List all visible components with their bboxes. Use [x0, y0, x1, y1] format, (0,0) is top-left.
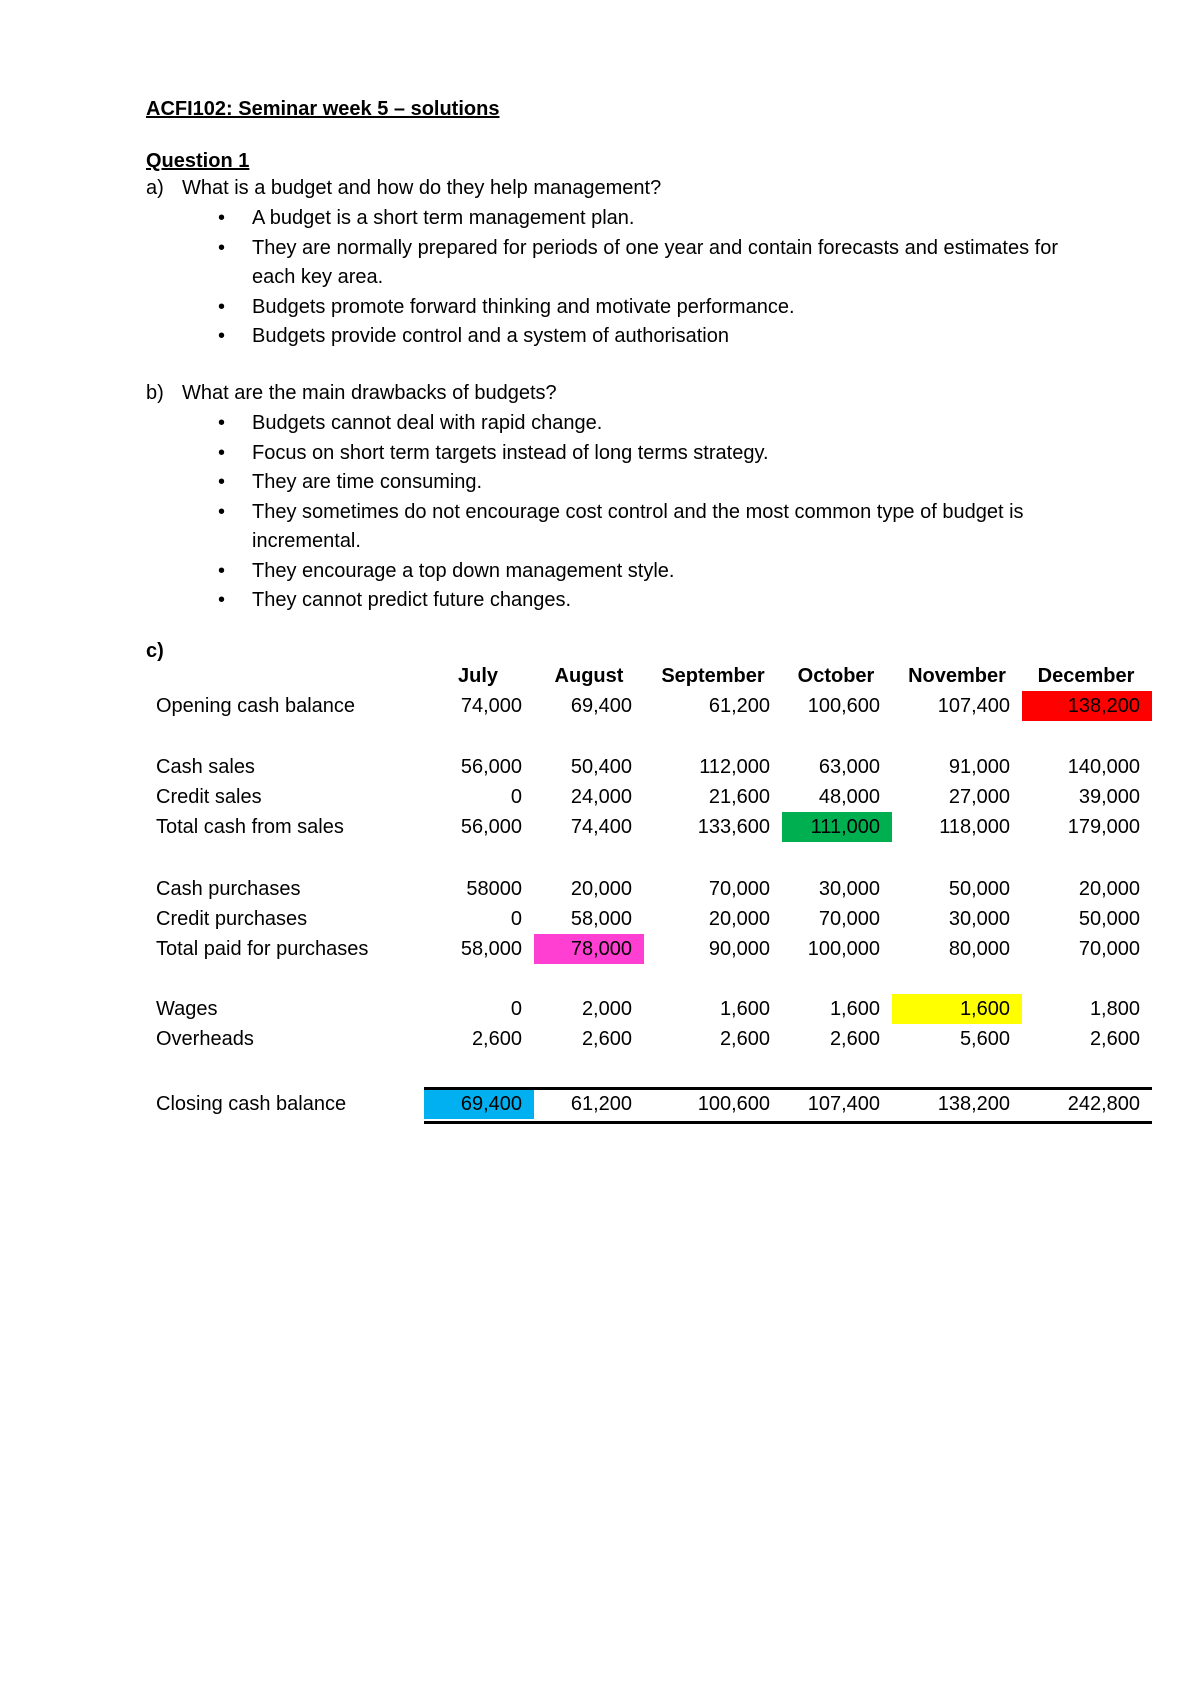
table-cell: 50,400 — [570, 756, 632, 778]
row-label: Opening cash balance — [156, 695, 356, 717]
column-header-august: August — [554, 665, 624, 687]
part-c-label: c) — [146, 640, 164, 662]
table-cell: 107,400 — [937, 695, 1010, 717]
table-cell: 100,600 — [697, 1093, 770, 1115]
table-cell: 80,000 — [948, 938, 1010, 960]
table-cell: 61,200 — [708, 695, 770, 717]
table-cell: 20,000 — [570, 878, 632, 900]
table-cell: 24,000 — [570, 786, 632, 808]
row-label: Credit purchases — [156, 908, 308, 930]
table-cell: 2,600 — [471, 1028, 522, 1050]
table-cell: 50,000 — [1078, 908, 1140, 930]
table-cell: 56,000 — [460, 816, 522, 838]
part-b-question-text: What are the main drawbacks of budgets? — [182, 382, 557, 404]
list-item: • They are time consuming. — [252, 468, 1092, 498]
part-a-bullet-list — [252, 204, 1092, 352]
column-header-july: July — [457, 665, 499, 687]
column-header-november: November — [908, 665, 1006, 687]
closing-bottom-rule — [424, 1121, 1152, 1124]
table-cell: 0 — [510, 998, 522, 1020]
row-label: Total paid for purchases — [156, 938, 369, 960]
table-cell: 140,000 — [1067, 756, 1140, 778]
row-label: Cash sales — [156, 756, 255, 778]
table-cell: 2,600 — [829, 1028, 880, 1050]
list-item: • They sometimes do not encourage cost control and the most common type of budget is incremental. — [252, 498, 1092, 557]
table-cell: 39,000 — [1078, 786, 1140, 808]
table-cell: 118,000 — [939, 816, 1010, 838]
table-cell: 1,600 — [719, 998, 770, 1020]
table-cell: 21,600 — [708, 786, 770, 808]
document-title: ACFI102: Seminar week 5 – solutions — [146, 98, 500, 120]
table-cell: 179,000 — [1067, 816, 1140, 838]
list-item: • Budgets cannot deal with rapid change. — [252, 409, 1092, 439]
list-item: • Budgets promote forward thinking and motivate performance. — [252, 293, 1092, 323]
part-a-label: a) — [146, 177, 164, 199]
table-cell: 27,000 — [948, 786, 1010, 808]
table-cell: 70,000 — [1078, 938, 1140, 960]
column-header-october: October — [797, 665, 875, 687]
table-cell: 58,000 — [570, 908, 632, 930]
list-item: • A budget is a short term management plan. — [252, 204, 1092, 234]
table-cell: 133,600 — [697, 816, 770, 838]
highlighted-cell: 138,200 — [1022, 691, 1152, 721]
column-header-september: September — [661, 665, 765, 687]
table-cell: 58,000 — [460, 938, 522, 960]
table-cell: 50,000 — [948, 878, 1010, 900]
part-b-label: b) — [146, 382, 164, 404]
table-cell: 112,000 — [699, 756, 770, 778]
row-label: Overheads — [156, 1028, 254, 1050]
row-label: Wages — [156, 998, 218, 1020]
table-cell: 74,000 — [460, 695, 522, 717]
table-cell: 0 — [510, 908, 522, 930]
list-item: • Budgets provide control and a system of authorisation — [252, 322, 1092, 352]
column-header-december: December — [1037, 665, 1135, 687]
part-a-question-text: What is a budget and how do they help management? — [182, 177, 662, 199]
question-title: Question 1 — [146, 150, 250, 172]
table-cell: 63,000 — [818, 756, 880, 778]
table-cell: 107,400 — [807, 1093, 880, 1115]
list-item: • Focus on short term targets instead of long terms strategy. — [252, 439, 1092, 469]
table-cell: 1,800 — [1089, 998, 1140, 1020]
table-cell: 5,600 — [959, 1028, 1010, 1050]
row-label: Total cash from sales — [156, 816, 344, 838]
table-cell: 242,800 — [1067, 1093, 1140, 1115]
table-cell: 2,600 — [581, 1028, 632, 1050]
highlighted-cell: 111,000 — [782, 812, 892, 842]
table-cell: 138,200 — [937, 1093, 1010, 1115]
table-cell: 100,000 — [807, 938, 880, 960]
list-item: • They cannot predict future changes. — [252, 586, 1092, 616]
table-cell: 2,000 — [581, 998, 632, 1020]
table-cell: 58000 — [466, 878, 522, 900]
part-b-question — [146, 382, 557, 405]
table-cell: 30,000 — [818, 878, 880, 900]
list-item: • They are normally prepared for periods of one year and contain forecasts and estimates for each key area. — [252, 234, 1092, 293]
highlighted-cell: 78,000 — [534, 934, 644, 964]
table-cell: 56,000 — [460, 756, 522, 778]
table-cell: 0 — [510, 786, 522, 808]
row-label: Closing cash balance — [156, 1093, 347, 1115]
table-cell: 74,400 — [570, 816, 632, 838]
part-a-question — [146, 177, 661, 200]
table-cell: 1,600 — [829, 998, 880, 1020]
table-cell: 70,000 — [708, 878, 770, 900]
list-item: • They encourage a top down management style. — [252, 557, 1092, 587]
table-cell: 2,600 — [1089, 1028, 1140, 1050]
table-cell: 90,000 — [708, 938, 770, 960]
table-cell: 48,000 — [818, 786, 880, 808]
table-cell: 20,000 — [1078, 878, 1140, 900]
table-cell: 20,000 — [708, 908, 770, 930]
table-cell: 61,200 — [570, 1093, 632, 1115]
table-cell: 91,000 — [948, 756, 1010, 778]
row-label: Credit sales — [156, 786, 262, 808]
highlighted-cell: 69,400 — [424, 1089, 534, 1119]
part-b-bullet-list — [252, 409, 1092, 616]
table-cell: 100,600 — [807, 695, 880, 717]
highlighted-cell: 1,600 — [892, 994, 1022, 1024]
table-cell: 30,000 — [948, 908, 1010, 930]
table-cell: 2,600 — [719, 1028, 770, 1050]
table-cell: 70,000 — [818, 908, 880, 930]
closing-top-rule — [424, 1087, 1152, 1090]
table-cell: 69,400 — [570, 695, 632, 717]
row-label: Cash purchases — [156, 878, 301, 900]
